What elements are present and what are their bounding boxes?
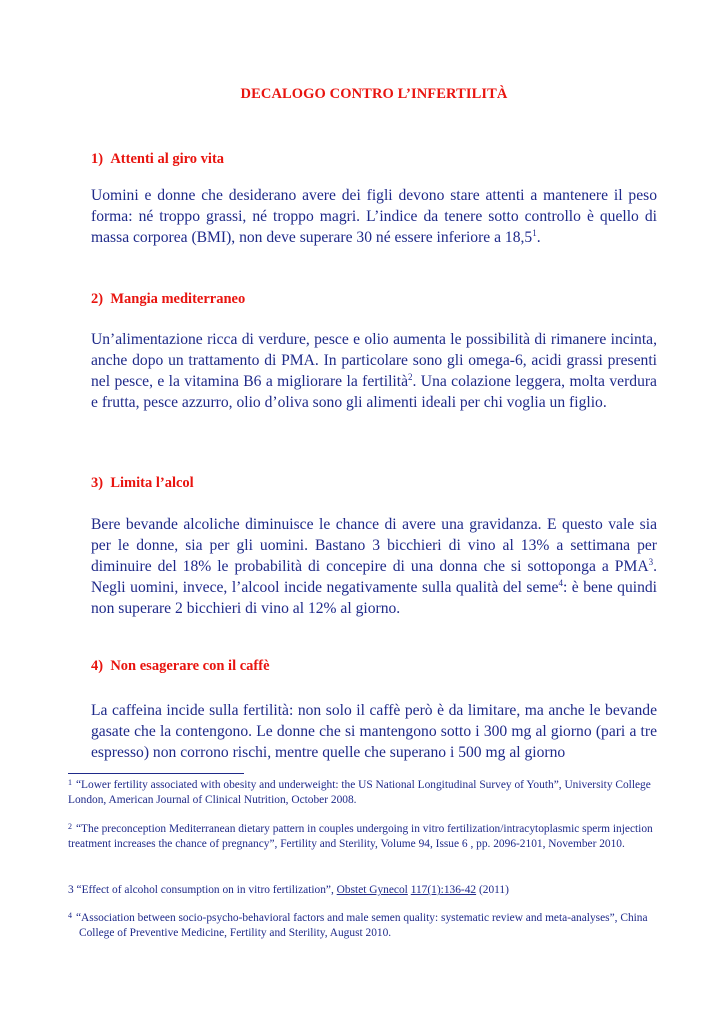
- footnote-ref-4: 4: [558, 577, 563, 588]
- citation-link[interactable]: 117(1):136-42: [410, 884, 477, 896]
- section-4-text: La caffeina incide sulla fertilità: non solo il caffè però è da limitare, ma anche le bevande gasate che la contengono. Le donne che si mantengono sotto i 300 mg al giorno (pari a tre espresso) non corrono rischi, mentre quelle che superano i 500 mg al giorno: [91, 702, 657, 761]
- footnote-ref-3: 3: [648, 556, 654, 567]
- journal-link[interactable]: Obstet Gynecol: [336, 884, 408, 896]
- section-1-heading: 1) Attenti al giro vita: [91, 151, 225, 167]
- footnote-ref-2: 2: [408, 371, 413, 382]
- footnote-ref-1: 1: [532, 227, 537, 238]
- section-2-text: Un’alimentazione ricca di verdure, pesce e olio aumenta le possibilità di rimanere incinta, anche dopo un trattamento di PMA. In particolare sono gli omega-6, acidi grassi presenti nel pesce, e la vitamina B6 a migliorare la fertilità$^2$. Una colazione leggera, molta verdura e frutta, pesce azzurro, olio d’oliva sono gli alimenti ideali per chi voglia un figlio.: [91, 331, 657, 411]
- footnote-separator: [68, 773, 244, 774]
- footnote-4: $^4$ “Association between socio-psycho-behavioral factors and male semen quality: systematic review and meta-analyses”, China College of Preventive Medicine, Fertility and Sterility, August 2010.: [68, 911, 648, 939]
- page-title: DECALOGO CONTRO L’INFERTILITÀ: [240, 86, 508, 102]
- footnote-3: 3 “Effect of alcohol consumption on in vitro fertilization”, Obstet Gynecol 117(1):136-42 (2011): [68, 884, 509, 896]
- section-3-text: Bere bevande alcoliche diminuisce le chance di avere una gravidanza. E questo vale sia per le donne, sia per gli uomini. Bastano 3 bicchieri di vino al 13% a settimana per diminuire del 18% le probabilità di concepire di una donna che si sottoponga a PMA$^3$. Negli uomini, invece, l’alcool incide negativamente sulla qualità del seme$^4$: è bene quindi non superare 2 bicchieri di vino al 12% al giorno.: [91, 516, 657, 617]
- footnote-1: $^1$ “Lower fertility associated with obesity and underweight: the US National Longitudinal Survey of Youth”, University College London, American Journal of Clinical Nutrition, October 2008.: [68, 778, 651, 806]
- section-1-text: Uomini e donne che desiderano avere dei figli devono stare attenti a mantenere il peso forma: né troppo grassi, né troppo magri. L’indice da tenere sotto controllo è quello di massa corporea (BMI), non deve superare 30 né essere inferiore a 18,5$^1$.: [91, 187, 657, 246]
- section-3-heading: 3) Limita l’alcol: [91, 475, 194, 491]
- section-2-heading: 2) Mangia mediterraneo: [91, 291, 246, 307]
- section-4-heading: 4) Non esagerare con il caffè: [91, 658, 270, 674]
- footnote-2: $^2$ “The preconception Mediterranean dietary pattern in couples undergoing in vitro fertilization/intracytoplasmic sperm injection treatment increases the chance of pregnancy”, Fertility and Sterility, Volume 94, Issue 6 , pp. 2096-2101, November 2010.: [68, 822, 653, 850]
